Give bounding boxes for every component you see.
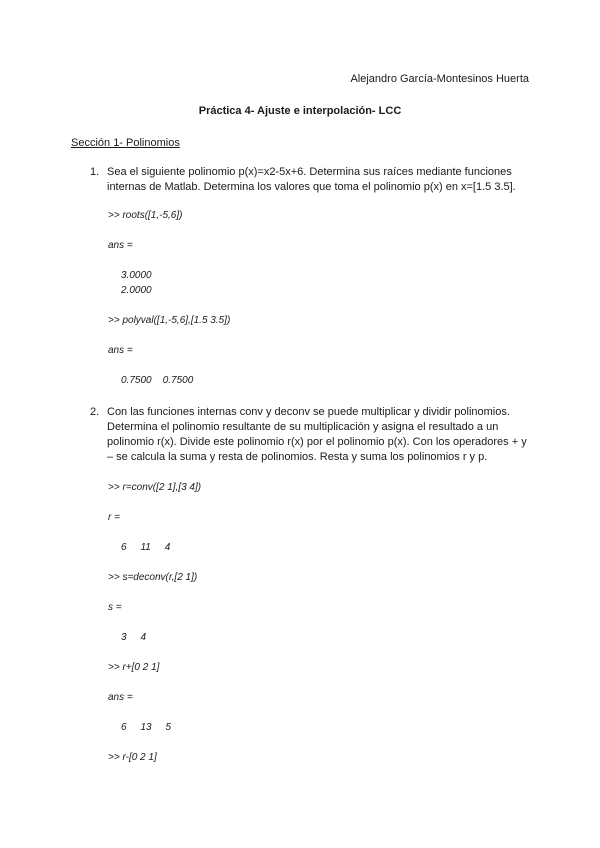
matlab-command-conv: >> r=conv([2 1],[3 4]) [108,482,202,493]
matlab-output-value: 3.0000 [121,270,152,281]
section-heading: Sección 1- Polinomios [71,137,180,149]
matlab-command-deconv: >> s=deconv(r,[2 1]) [108,572,198,583]
list-item-number: 1. [90,166,100,178]
matlab-var-label: r = [108,512,120,523]
matlab-ans-label: ans = [108,345,133,356]
matlab-command-sum: >> r+[0 2 1] [108,662,160,673]
matlab-output-row: 6 11 4 [121,542,171,553]
matlab-command-polyval: >> polyval([1,-5,6],[1.5 3.5]) [108,315,231,326]
page-title: Práctica 4- Ajuste e interpolación- LCC [198,105,402,117]
matlab-output-row: 3 4 [121,632,147,643]
list-item-text: Con las funciones internas conv y deconv se puede multiplicar y dividir polinomios. Determina el polinomio resultante de su multiplicación y asigna el resultado a un polinomio r(x). Divide este polinomio r(x) por el polinomio p(x). Con los operadores + y – se calcula la suma y resta de polinomios. Resta y suma los polinomios r y p. [107,406,527,463]
matlab-output-value: 2.0000 [121,285,152,296]
matlab-command-diff: >> r-[0 2 1] [108,752,157,763]
matlab-var-label: s = [108,602,122,613]
matlab-ans-label: ans = [108,692,133,703]
matlab-output-row: 0.7500 0.7500 [121,375,194,386]
author-name: Alejandro García-Montesinos Huerta [350,73,529,85]
list-item-number: 2. [90,406,100,418]
list-item-text: Sea el siguiente polinomio p(x)=x2-5x+6. Determina sus raíces mediante funciones internas de Matlab. Determina los valores que toma el polinomio p(x) en x=[1.5 3.5]. [107,166,516,193]
matlab-ans-label: ans = [108,240,133,251]
matlab-output-row: 6 13 5 [121,722,172,733]
matlab-command-roots: >> roots([1,-5,6]) [108,210,183,221]
